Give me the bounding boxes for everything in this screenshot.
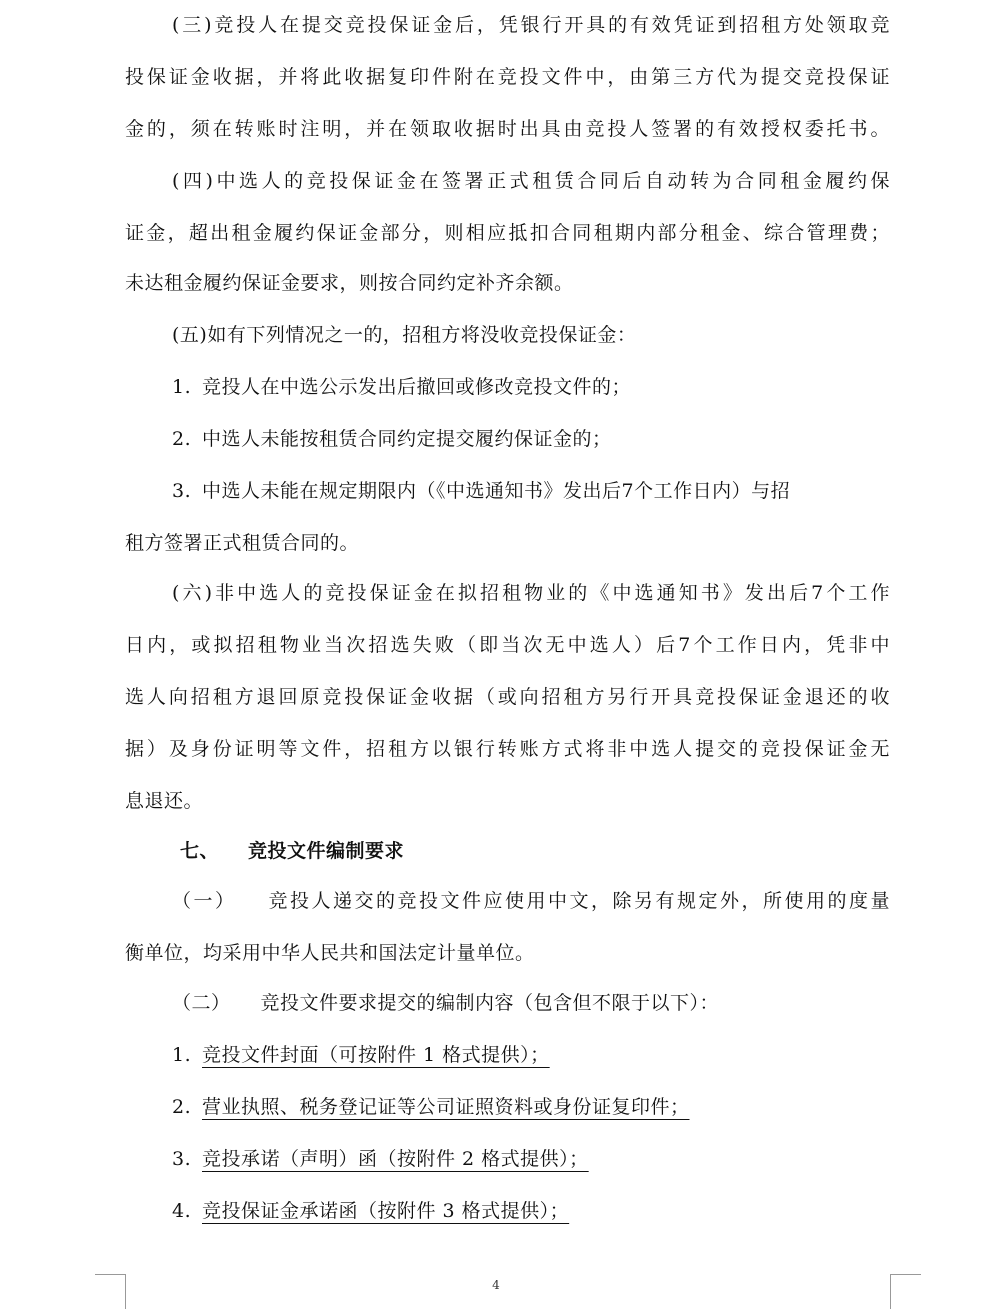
required-doc-item-3 bbox=[172, 1144, 589, 1174]
section-7-number: 七、 bbox=[180, 840, 220, 862]
page-number: 4 bbox=[492, 1278, 500, 1292]
paragraph-6-line-4: 据）及身份证明等文件，招租方以银行转账方式将非中选人提交的竞投保证金无 bbox=[125, 738, 890, 760]
paragraph-4-line-1: (四)中选人的竞投保证金在签署正式租赁合同后自动转为合同租金履约保 bbox=[172, 170, 890, 192]
subsection-2 bbox=[172, 988, 890, 1018]
forfeit-item-number: 3. bbox=[172, 480, 192, 502]
paragraph-6-line-3: 选人向招租方退回原竞投保证金收据（或向招租方另行开具竞投保证金退还的收 bbox=[125, 686, 890, 708]
required-doc-item-1 bbox=[172, 1040, 550, 1070]
paragraph-4-line-3: 未达租金履约保证金要求，则按合同约定补齐余额。 bbox=[125, 272, 574, 294]
paragraph-3-line-1: (三)竞投人在提交竞投保证金后，凭银行开具的有效凭证到招租方处领取竞 bbox=[172, 14, 890, 36]
subsection-2-label: （二） bbox=[172, 992, 231, 1014]
required-doc-text: 竞投保证金承诺函（按附件 3 格式提供）； bbox=[202, 1200, 570, 1222]
subsection-1-line-1 bbox=[172, 886, 890, 916]
required-doc-number: 1. bbox=[172, 1044, 192, 1066]
forfeit-item-text: 中选人未能在规定期限内（《中选通知书》发出后7个工作日内）与招 bbox=[202, 480, 791, 502]
forfeit-item-3 bbox=[172, 476, 790, 506]
paragraph-3-line-2: 投保证金收据，并将此收据复印件附在竞投文件中，由第三方代为提交竞投保证 bbox=[125, 66, 890, 88]
paragraph-6-line-1: (六)非中选人的竞投保证金在拟招租物业的《中选通知书》发出后7个工作 bbox=[172, 582, 890, 604]
paragraph-6-line-5: 息退还。 bbox=[125, 790, 204, 812]
required-doc-text: 营业执照、税务登记证等公司证照资料或身份证复印件； bbox=[202, 1096, 690, 1118]
required-doc-number: 2. bbox=[172, 1096, 192, 1118]
forfeit-item-2 bbox=[172, 424, 612, 454]
required-doc-number: 4. bbox=[172, 1200, 192, 1222]
forfeit-item-number: 1. bbox=[172, 376, 192, 398]
subsection-2-text: 竞投文件要求提交的编制内容（包含但不限于以下）： bbox=[260, 992, 720, 1014]
subsection-1-line-2: 衡单位，均采用中华人民共和国法定计量单位。 bbox=[125, 942, 535, 964]
required-doc-item-4 bbox=[172, 1196, 569, 1226]
required-doc-text: 竞投文件封面（可按附件 1 格式提供）； bbox=[202, 1044, 550, 1066]
paragraph-6-line-2: 日内，或拟招租物业当次招选失败（即当次无中选人）后7个工作日内，凭非中 bbox=[125, 634, 890, 656]
paragraph-5: (五)如有下列情况之一的，招租方将没收竞投保证金： bbox=[172, 324, 637, 346]
forfeit-item-text: 中选人未能按租赁合同约定提交履约保证金的； bbox=[202, 428, 612, 450]
required-doc-number: 3. bbox=[172, 1148, 192, 1170]
forfeit-item-1 bbox=[172, 372, 631, 402]
paragraph-3-line-3: 金的，须在转账时注明，并在领取收据时出具由竞投人签署的有效授权委托书。 bbox=[125, 118, 890, 140]
section-7-title: 竞投文件编制要求 bbox=[248, 840, 405, 862]
forfeit-item-3-continued: 租方签署正式租赁合同的。 bbox=[125, 532, 360, 554]
required-doc-text: 竞投承诺（声明）函（按附件 2 格式提供）； bbox=[202, 1148, 589, 1170]
required-doc-item-2 bbox=[172, 1092, 690, 1122]
forfeit-item-text: 竞投人在中选公示发出后撤回或修改竞投文件的； bbox=[202, 376, 632, 398]
subsection-1-text: 竞投人递交的竞投文件应使用中文，除另有规定外，所使用的度量 bbox=[266, 890, 890, 912]
subsection-1-label: （一） bbox=[172, 890, 237, 912]
section-7-heading bbox=[180, 836, 898, 866]
paragraph-4-line-2: 证金，超出租金履约保证金部分，则相应抵扣合同租期内部分租金、综合管理费； bbox=[125, 222, 890, 244]
forfeit-item-number: 2. bbox=[172, 428, 192, 450]
